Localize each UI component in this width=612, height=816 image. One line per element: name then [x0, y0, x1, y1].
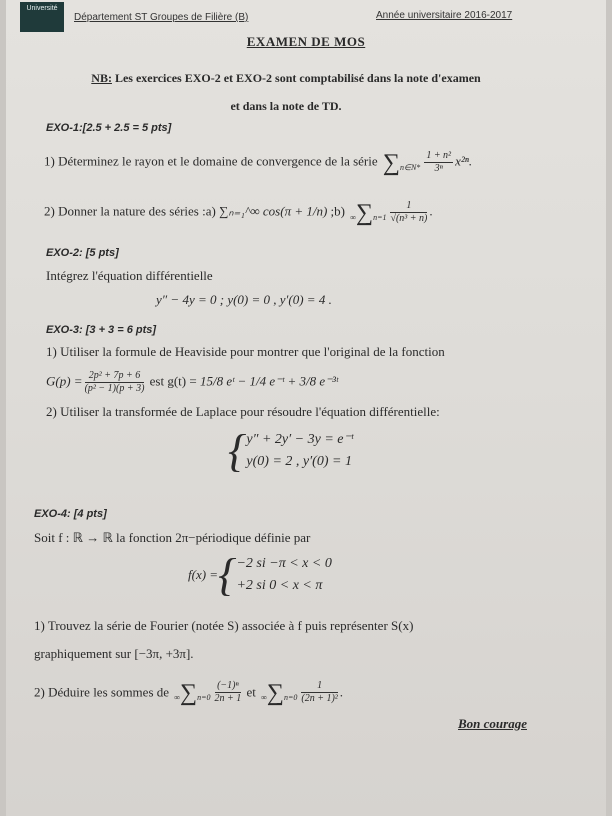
closing-text: Bon courage: [458, 716, 527, 731]
exo1-q1: [44, 150, 472, 175]
exo3-g-num: 2p² + 7p + 6: [85, 370, 145, 383]
exo4-f-lhs: f(x) =: [188, 567, 219, 582]
exo3-g-rhs: 15/8 eᵗ − 1/4 e⁻ᵗ + 3/8 e⁻³ᵗ: [199, 373, 339, 389]
exo4-intro: Soit f : ℝ → ℝ la fonction 2π−périodique définie par: [34, 530, 311, 545]
function-cases: [236, 553, 331, 597]
exo1-q2b-den: √(n³ + n): [390, 213, 428, 224]
header: [16, 2, 576, 32]
exo4-s2-num: 1: [301, 680, 337, 693]
exo4-q2-text: 2) Déduire les sommes de: [34, 684, 170, 700]
exo4-s1-frac: [215, 680, 242, 705]
exo4-s2-den: (2n + 1)²: [301, 693, 338, 704]
exo1-q2b-tail: .: [429, 203, 433, 219]
exo1-heading: EXO-1:[2.5 + 2.5 = 5 pts]: [46, 122, 172, 134]
exo3-heading: EXO-3: [3 + 3 = 6 pts]: [46, 324, 157, 336]
exam-sheet: [6, 0, 606, 816]
exo4-function: [188, 549, 332, 600]
exo1-q1-text: 1) Déterminez le rayon et le domaine de convergence de la série: [44, 153, 378, 169]
exo1-q1-tail: x²ⁿ.: [455, 153, 473, 169]
exo4-heading: EXO-4: [4 pts]: [34, 508, 107, 520]
exo4-s1-den: 2n + 1: [214, 693, 242, 704]
department-label: Département ST Groupes de Filière (B): [74, 12, 249, 23]
exo4-sum2: ∞∑n=0: [261, 679, 298, 706]
exo3-g-line: [46, 370, 338, 395]
exo4-s2-frac: [301, 680, 337, 705]
exo3-system: [228, 425, 354, 476]
exo4-s1-sub: n=0: [197, 692, 211, 702]
exo1-q2b-sum: ∞∑n=1: [350, 199, 387, 226]
exo3-q1: 1) Utiliser la formule de Heaviside pour montrer que l'original de la fonction: [46, 344, 445, 359]
system-brace: {: [228, 425, 247, 476]
exo4-s2-sup: ∞: [261, 692, 267, 702]
system-line1: y″ + 2y′ − 3y = e⁻ᵗ: [246, 432, 354, 447]
exo4-s1-sup: ∞: [174, 692, 180, 702]
exo1-q2a: ∑ₙ₌₁^∞ cos(π + 1/n): [219, 203, 328, 219]
function-case2: +2 si 0 < x < π: [236, 578, 323, 593]
exo4-s1-num: (−1)ⁿ: [215, 680, 242, 693]
exo1-q2b-label: ;b): [330, 203, 345, 219]
function-brace: {: [218, 549, 237, 600]
exo4-q1a: 1) Trouvez la série de Fourier (notée S) associée à f puis représenter S(x): [34, 618, 414, 633]
university-logo: Université: [20, 2, 64, 32]
exo4-q2: [34, 680, 343, 705]
nb-line1: Les exercices EXO-2 et EXO-2 sont comptabilisé dans la note d'examen: [114, 71, 481, 85]
exo2-equation: y″ − 4y = 0 ; y(0) = 0 , y′(0) = 4 .: [156, 292, 332, 307]
exo3-g-lhs: G(p) =: [46, 373, 83, 389]
exo1-q1-sum-sub: n∈N*: [400, 162, 421, 172]
nb-line2: et dans la note de TD.: [230, 99, 342, 113]
exo4-and: et: [246, 684, 256, 700]
system-line2: y(0) = 2 , y′(0) = 1: [246, 454, 352, 469]
function-case1: −2 si −π < x < 0: [236, 556, 332, 571]
exo4-s2-tail: .: [339, 684, 344, 700]
exo3-g-frac: [85, 370, 145, 395]
exo2-text: Intégrez l'équation différentielle: [46, 268, 213, 283]
exo1-q1-sum: ∑n∈N*: [382, 149, 421, 176]
exo1-q1-frac-num: 1 + n²: [426, 150, 452, 161]
nb-note: [6, 64, 566, 120]
exo3-g-den: (p² − 1)(p + 3): [84, 383, 145, 394]
exo4-sum1: ∞∑n=0: [174, 679, 211, 706]
exo2-heading: EXO-2: [5 pts]: [46, 247, 119, 259]
exo4-q1b: graphiquement sur [−3π, +3π].: [34, 646, 194, 661]
academic-year: Année universitaire 2016-2017: [376, 10, 513, 21]
nb-label: NB:: [91, 71, 112, 85]
system-lines: [246, 429, 353, 473]
exo3-q2: 2) Utiliser la transformée de Laplace pour résoudre l'équation différentielle:: [46, 404, 440, 419]
exo1-q2-text: 2) Donner la nature des séries :a): [44, 203, 216, 219]
exo3-g-mid: est g(t) =: [149, 373, 197, 389]
exo1-q1-frac-den: 3ⁿ: [434, 163, 443, 174]
exam-title: EXAMEN DE MOS: [246, 34, 366, 49]
exo1-q2b-sup: ∞: [350, 212, 356, 222]
exo1-q2b-frac: [390, 200, 427, 225]
exo1-q2b-sub: n=1: [373, 212, 387, 222]
exo4-s2-sub: n=0: [283, 692, 298, 702]
exo1-q1-frac: [424, 150, 453, 175]
exo1-q2b-num: 1: [390, 200, 427, 213]
exo1-q2: [44, 200, 433, 225]
